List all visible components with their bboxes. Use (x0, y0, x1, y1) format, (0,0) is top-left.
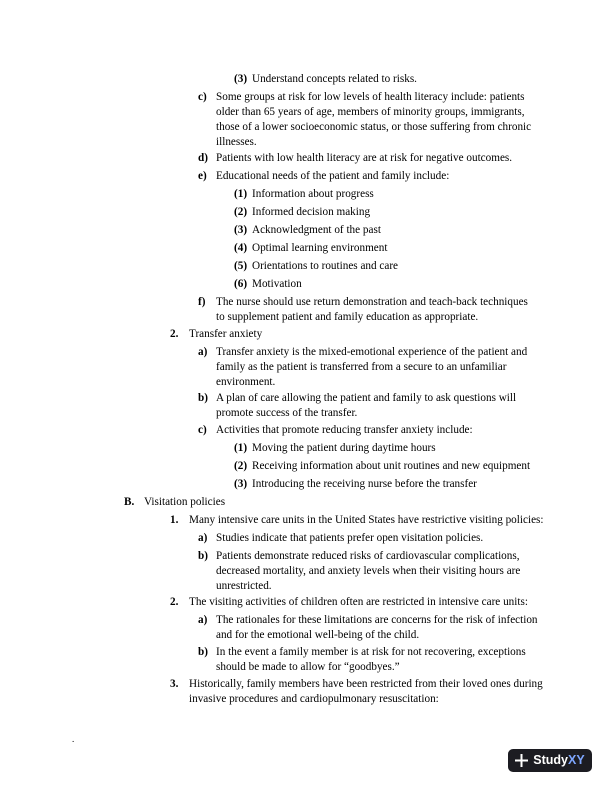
brand-name (533, 749, 584, 772)
list-label: (3) (234, 73, 248, 85)
list-text: Optimal learning environment (252, 242, 388, 254)
list-label: (3) (234, 224, 248, 236)
list-item (198, 423, 538, 438)
list-text: Many intensive care units in the United States have restrictive visiting policies: (189, 514, 544, 526)
list-item (198, 549, 538, 594)
list-text: Understand concepts related to risks. (252, 73, 417, 85)
list-text: Historically, family members have been restricted from their loved ones during invasive procedures and cardiopulmonary resuscitation: (189, 678, 543, 705)
list-item (234, 477, 534, 492)
list-text: The rationales for these limitations are concerns for the risk of infection and for the emotional well-being of the child. (216, 614, 538, 641)
list-text: Patients demonstrate reduced risks of cardiovascular complications, decreased mortality, and anxiety levels when their visiting hours are unrestricted. (216, 550, 521, 592)
list-item (198, 391, 538, 421)
list-item (234, 459, 534, 474)
list-label: c) (198, 424, 207, 436)
list-item (170, 595, 560, 610)
plus-icon (515, 754, 528, 767)
section-heading (124, 495, 554, 510)
list-label: (2) (234, 206, 248, 218)
list-text: A plan of care allowing the patient and family to ask questions will promote success of the transfer. (216, 392, 517, 419)
list-item (198, 169, 538, 184)
list-text: Visitation policies (144, 496, 226, 508)
list-item (234, 441, 534, 456)
list-label: (1) (234, 442, 248, 454)
list-label: b) (198, 392, 208, 404)
list-text: Patients with low health literacy are at risk for negative outcomes. (216, 152, 513, 164)
list-item (234, 259, 534, 274)
list-label: d) (198, 152, 208, 164)
brand-suffix: XY (568, 753, 585, 767)
list-item (170, 677, 560, 707)
list-text: Introducing the receiving nurse before the transfer (252, 478, 477, 490)
list-label: (3) (234, 478, 248, 490)
list-text: Motivation (252, 278, 302, 290)
list-label: 2. (170, 596, 179, 608)
list-text: Transfer anxiety is the mixed-emotional experience of the patient and family as the patient is transferred from a secure to an unfamiliar environment. (216, 346, 528, 388)
list-item (198, 531, 538, 546)
list-text: Activities that promote reducing transfer anxiety include: (216, 424, 473, 436)
list-label: f) (198, 296, 206, 308)
footer-dot: . (72, 734, 75, 744)
list-label: 3. (170, 678, 179, 690)
list-item (234, 241, 534, 256)
studyxy-logo[interactable] (508, 749, 592, 772)
list-label: B. (124, 496, 135, 508)
list-label: c) (198, 91, 207, 103)
list-label: a) (198, 614, 208, 626)
list-item (234, 72, 534, 87)
list-label: (6) (234, 278, 248, 290)
list-label: b) (198, 646, 208, 658)
list-text: Educational needs of the patient and family include: (216, 170, 450, 182)
list-text: Transfer anxiety (189, 328, 263, 340)
list-text: Receiving information about unit routines and new equipment (252, 460, 531, 472)
list-text: In the event a family member is at risk for not recovering, exceptions should be made to allow for “goodbyes.” (216, 646, 526, 673)
list-label: a) (198, 346, 208, 358)
list-label: a) (198, 532, 208, 544)
list-text: Informed decision making (252, 206, 371, 218)
list-item (234, 223, 534, 238)
list-text: Acknowledgment of the past (252, 224, 381, 236)
list-item (234, 205, 534, 220)
list-item (198, 90, 538, 150)
list-label: 1. (170, 514, 179, 526)
brand-prefix: Study (533, 753, 569, 767)
list-item (198, 345, 538, 390)
list-label: (1) (234, 188, 248, 200)
list-text: Studies indicate that patients prefer open visitation policies. (216, 532, 484, 544)
list-text: Moving the patient during daytime hours (252, 442, 436, 454)
list-text: Orientations to routines and care (252, 260, 399, 272)
list-label: (4) (234, 242, 248, 254)
list-label: 2. (170, 328, 179, 340)
list-label: (2) (234, 460, 248, 472)
list-text: The visiting activities of children often are restricted in intensive care units: (189, 596, 528, 608)
list-item (198, 645, 538, 675)
list-text: Some groups at risk for low levels of health literacy include: patients older than 65 years of age, members of minority groups, immigrants, those of a lower socioeconomic status, or those suffering from chronic illnesses. (216, 91, 532, 148)
list-item (198, 613, 538, 643)
list-item (198, 295, 538, 325)
list-label: b) (198, 550, 208, 562)
list-label: e) (198, 170, 207, 182)
list-item (170, 327, 560, 342)
list-item (170, 513, 560, 528)
list-item (198, 151, 538, 166)
list-text: Information about progress (252, 188, 374, 200)
list-item (234, 277, 534, 292)
list-text: The nurse should use return demonstration and teach-back techniques to supplement patient and family education as appropriate. (216, 296, 528, 323)
list-item (234, 187, 534, 202)
list-label: (5) (234, 260, 248, 272)
